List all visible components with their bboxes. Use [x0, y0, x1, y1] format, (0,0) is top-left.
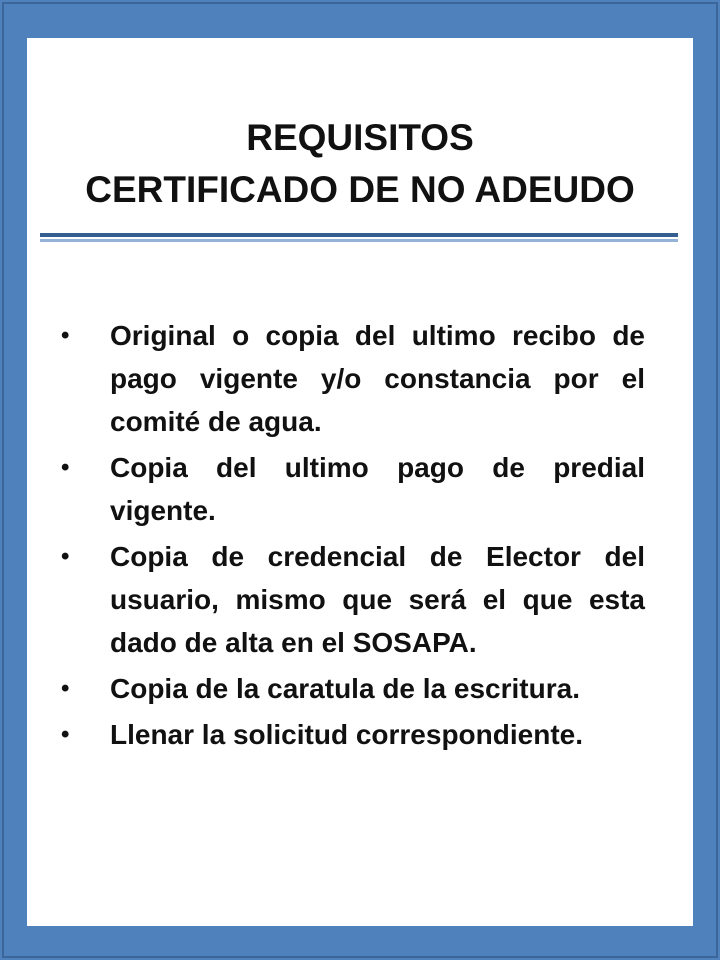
title-divider-dark — [40, 233, 678, 237]
requirement-text: Llenar la solicitud correspondiente. — [110, 719, 583, 750]
list-item — [57, 446, 645, 532]
title-line-1: REQUISITOS — [246, 117, 474, 158]
bullet-icon: • — [61, 454, 70, 481]
list-item — [57, 667, 645, 710]
list-item — [57, 535, 645, 664]
bullet-icon: • — [61, 322, 70, 349]
bullet-icon: • — [61, 543, 70, 570]
requirement-text: Copia del ultimo pago de predial vigente. — [110, 452, 645, 526]
bullet-icon: • — [61, 721, 70, 748]
bullet-icon: • — [61, 675, 70, 702]
requirement-text: Copia de la caratula de la escritura. — [110, 673, 580, 704]
title-divider-light — [40, 239, 678, 242]
page-title — [27, 112, 693, 216]
requirements-list — [57, 314, 645, 759]
requirement-text: Copia de credencial de Elector del usuario, mismo que será el que esta dado de alta en el SOSAPA. — [110, 541, 645, 658]
list-item — [57, 713, 645, 756]
list-item — [57, 314, 645, 443]
requirement-text: Original o copia del ultimo recibo de pago vigente y/o constancia por el comité de agua. — [110, 320, 645, 437]
document-panel — [27, 38, 693, 926]
title-line-2: CERTIFICADO DE NO ADEUDO — [85, 169, 635, 210]
